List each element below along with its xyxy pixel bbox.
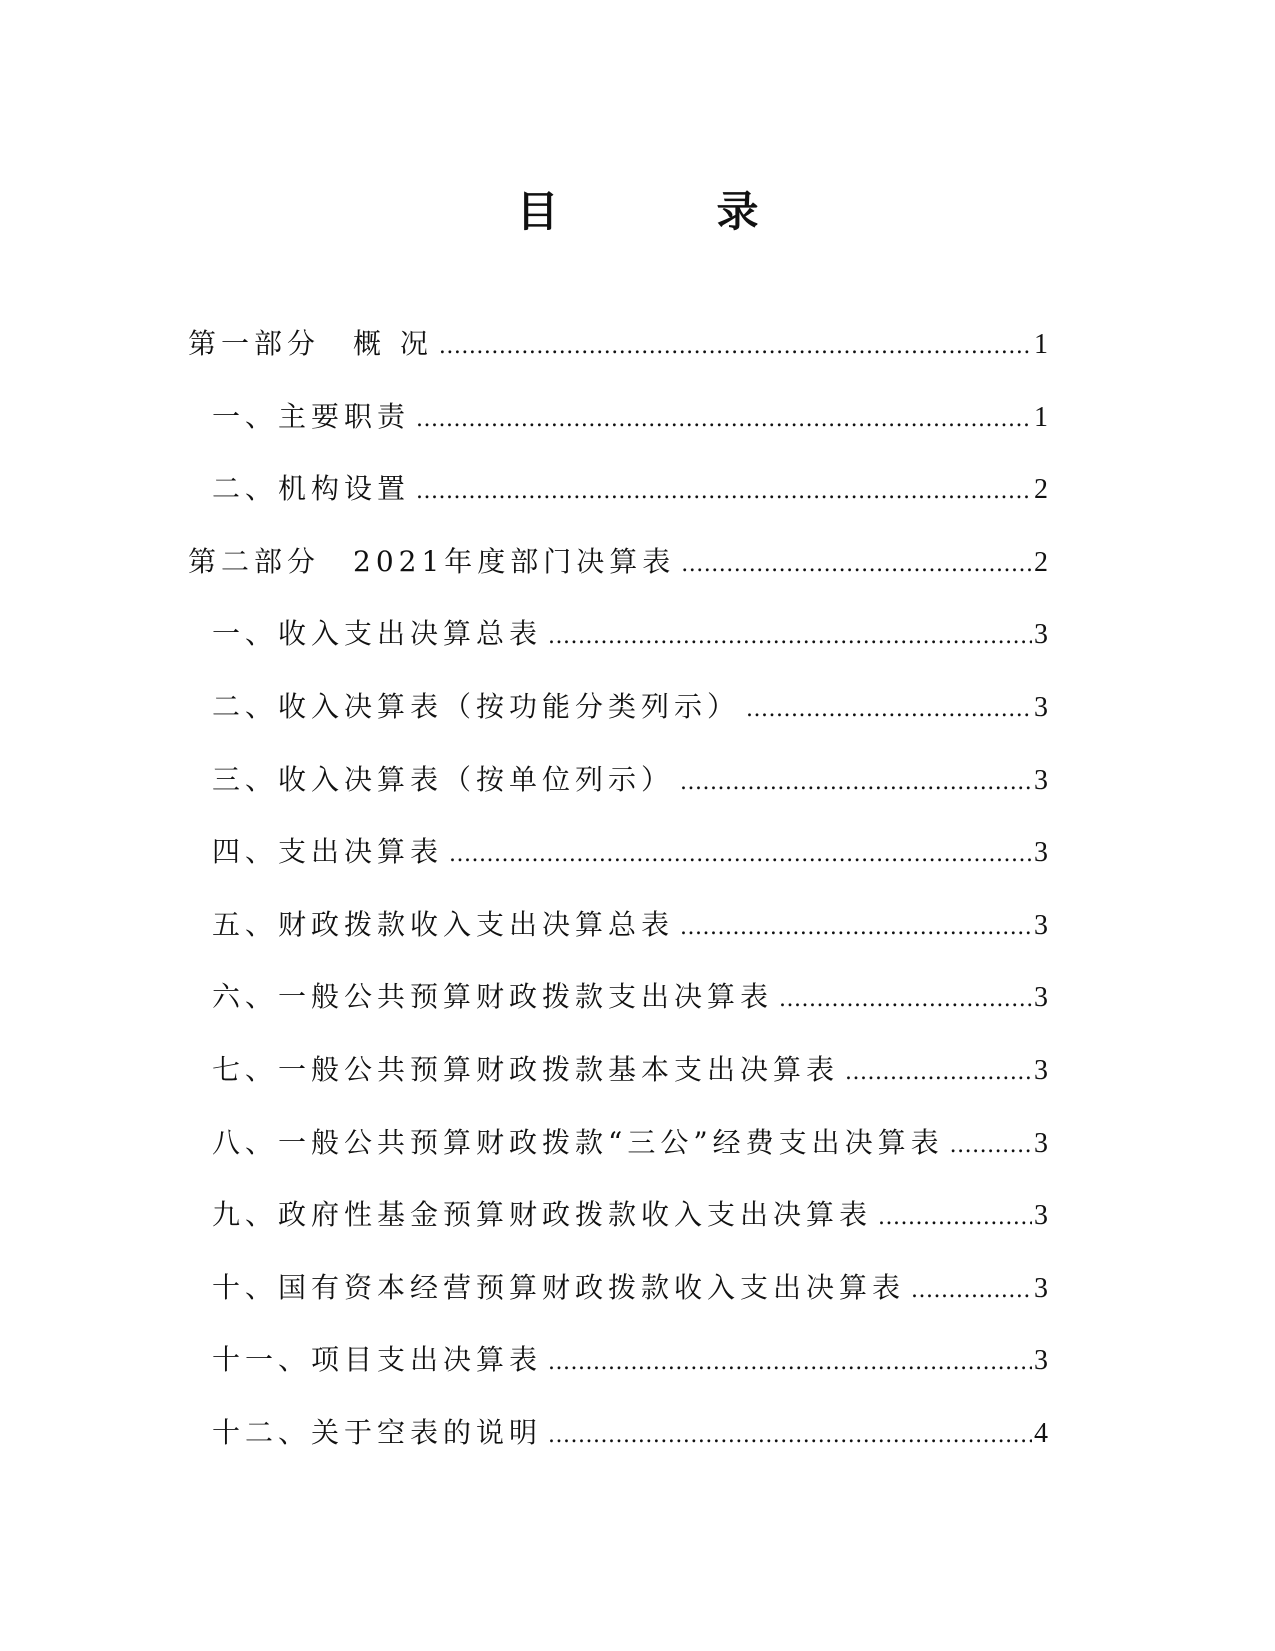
toc-entry-label: 一、主要职责 (212, 399, 411, 433)
toc-dot-leader (548, 1414, 1032, 1458)
toc-dot-leader (779, 978, 1032, 1022)
toc-page-number: 3 (1034, 1054, 1048, 1086)
toc-entry-label: 二、收入决算表（按功能分类列示） (212, 689, 741, 723)
toc-page-number: 3 (1034, 982, 1048, 1014)
toc-page-number: 3 (1034, 691, 1048, 723)
toc-page-number: 3 (1034, 619, 1048, 651)
toc-page-number: 1 (1034, 401, 1048, 433)
page-title: 目 录 (516, 187, 817, 236)
toc-page-number: 3 (1034, 1272, 1048, 1304)
toc-page-number: 1 (1034, 329, 1048, 360)
table-of-contents (188, 322, 1048, 1484)
toc-entry-table-7[interactable] (188, 1048, 1048, 1121)
toc-entry-table-11[interactable] (188, 1338, 1048, 1411)
toc-dot-leader (416, 398, 1032, 442)
toc-entry-table-4[interactable] (188, 830, 1048, 903)
toc-entry-table-3[interactable] (188, 758, 1048, 831)
toc-page-number: 3 (1034, 764, 1048, 796)
toc-dot-leader (548, 615, 1032, 659)
toc-entry-label: 十一、项目支出决算表 (212, 1343, 543, 1377)
toc-entry-table-10[interactable] (188, 1266, 1048, 1339)
toc-entry-table-6[interactable] (188, 975, 1048, 1048)
toc-entry-label: 十二、关于空表的说明 (212, 1415, 543, 1449)
toc-entry-label: 二、机构设置 (212, 472, 411, 506)
toc-dot-leader (449, 833, 1032, 877)
toc-entry-table-9[interactable] (188, 1193, 1048, 1266)
toc-entry-label: 十、国有资本经营预算财政拨款收入支出决算表 (212, 1270, 906, 1304)
toc-page-number: 3 (1034, 1127, 1048, 1159)
toc-page-number: 4 (1034, 1417, 1048, 1449)
toc-dot-leader (878, 1196, 1032, 1240)
toc-page-number: 3 (1034, 909, 1048, 941)
toc-entry-label: 九、政府性基金预算财政拨款收入支出决算表 (212, 1198, 873, 1232)
toc-entry-label: 五、财政拨款收入支出决算总表 (212, 907, 675, 941)
toc-entry-label: 六、一般公共预算财政拨款支出决算表 (212, 980, 774, 1014)
toc-dot-leader (950, 1124, 1032, 1168)
toc-entry-table-5[interactable] (188, 903, 1048, 976)
toc-entry-label: 一、收入支出决算总表 (212, 617, 543, 651)
toc-dot-leader (845, 1051, 1032, 1095)
toc-entry-main-duties[interactable] (188, 395, 1048, 468)
toc-entry-table-8[interactable] (188, 1121, 1048, 1194)
toc-page-number: 3 (1034, 1200, 1048, 1232)
toc-entry-label: 第二部分 2021年度部门决算表 (188, 544, 676, 578)
toc-page-number: 3 (1034, 1345, 1048, 1377)
toc-entry-part-2[interactable] (188, 540, 1048, 613)
toc-entry-table-1[interactable] (188, 612, 1048, 685)
toc-dot-leader (746, 688, 1032, 732)
toc-dot-leader (680, 906, 1032, 950)
toc-dot-leader (681, 543, 1032, 587)
toc-page-number: 3 (1034, 837, 1048, 869)
toc-page-number: 2 (1034, 474, 1048, 506)
toc-dot-leader (680, 761, 1032, 805)
toc-entry-label: 三、收入决算表（按单位列示） (212, 762, 675, 796)
toc-dot-leader (911, 1269, 1032, 1313)
toc-dot-leader (416, 470, 1032, 514)
toc-entry-label: 第一部分 概 况 (188, 327, 433, 360)
toc-entry-organization[interactable] (188, 467, 1048, 540)
toc-entry-label: 四、支出决算表 (212, 835, 444, 869)
toc-entry-part-1[interactable] (188, 322, 1048, 395)
toc-page-number: 2 (1034, 546, 1048, 578)
toc-dot-leader (548, 1341, 1032, 1385)
toc-entry-table-2[interactable] (188, 685, 1048, 758)
toc-entry-empty-tables-note[interactable] (188, 1411, 1048, 1484)
toc-entry-label: 七、一般公共预算财政拨款基本支出决算表 (212, 1052, 840, 1086)
toc-dot-leader (439, 325, 1032, 369)
toc-entry-label: 八、一般公共预算财政拨款“三公”经费支出决算表 (212, 1125, 944, 1159)
